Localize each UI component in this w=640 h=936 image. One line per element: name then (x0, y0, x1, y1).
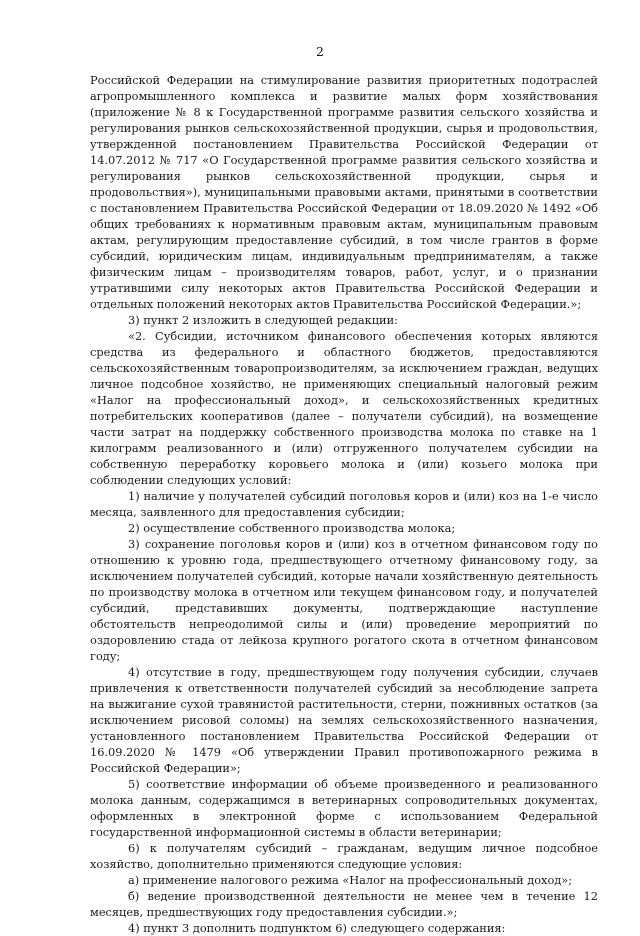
paragraph-condition-5: 5) соответствие информации об объеме произведенного и реализованного молока данным, содержащимся в ветеринарных сопроводительных документах, оформленных в электронной форме с использованием Федеральной государственной информационной системы в области ветеринарии; (90, 777, 598, 839)
paragraph-item-3: 3) пункт 2 изложить в следующей редакции: (128, 313, 398, 327)
paragraph-intro-continuation: Российской Федерации на стимулирование развития приоритетных подотраслей агропромышленного комплекса и развитие малых форм хозяйствования (приложение № 8 к Государственной программе развития сельского хозяйства и регулирования рынков сельскохозяйственной продукции, сырья и продовольствия, утвержденной постановлением Правительства Российской Федерации от 14.07.2012 № 717 «О Государственной программе развития сельского хозяйства и регулирования рынков сельскохозяйственной продукции, сырья и продовольствия»), муниципальными правовыми актами, принятыми в соответствии с постановлением Правительства Российской Федерации от 18.09.2020 № 1492 «Об общих требованиях к нормативным правовым актам, муниципальным правовым актам, регулирующим предоставление субсидий, в том числе грантов в форме субсидий, юридическим лицам, индивидуальным предпринимателям, а также физическим лицам – производителям товаров, работ, услуг, и о признании утратившими силу некоторых актов Правительства Российской Федерации и отдельных положений некоторых актов Правительства Российской Федерации.»; (90, 73, 598, 311)
paragraph-subcondition-a: а) применение налогового режима «Налог на профессиональный доход»; (128, 873, 573, 887)
page-number: 2 (316, 44, 324, 59)
paragraph-condition-3: 3) сохранение поголовья коров и (или) коз в отчетном финансовом году по отношению к уровню года, предшествующего отчетному финансовому году, за исключением получателей субсидий, которые начали хозяйственную деятельность по производству молока в отчетном или текущем финансовом году, и получателей субсидий, представивших документы, подтверждающие наступление обстоятельств непреодолимой силы и (или) проведение мероприятий по оздоровлению стада от лейкоза крупного рогатого скота в отчетном финансовом году; (90, 537, 598, 663)
document-body (90, 72, 598, 936)
paragraph-condition-6: 6) к получателям субсидий – гражданам, ведущим личное подсобное хозяйство, дополнительно применяются следующие условия: (90, 841, 598, 871)
paragraph-condition-2: 2) осуществление собственного производства молока; (128, 521, 456, 535)
paragraph-condition-4: 4) отсутствие в году, предшествующем году получения субсидии, случаев привлечения к ответственности получателей субсидий за несоблюдение запрета на выжигание сухой травянистой растительности, стерни, пожнивных остатков (за исключением рисовой соломы) на землях сельскохозяйственного назначения, установленного постановлением Правительства Российской Федерации от 16.09.2020 № 1479 «Об утверждении Правил противопожарного режима в Российской Федерации»; (90, 665, 598, 775)
paragraph-subcondition-b: б) ведение производственной деятельности не менее чем в течение 12 месяцев, предшествующих году предоставления субсидии.»; (90, 889, 598, 919)
paragraph-item-4: 4) пункт 3 дополнить подпунктом 6) следующего содержания: (128, 921, 506, 935)
paragraph-clause-2: «2. Субсидии, источником финансового обеспечения которых являются средства из федерального и областного бюджетов, предоставляются сельскохозяйственным товаропроизводителям, за исключением граждан, ведущих личное подсобное хозяйство, не применяющих специальный налоговый режим «Налог на профессиональный доход», и сельскохозяйственных кредитных потребительских кооперативов (далее – получатели субсидий), на возмещение части затрат на поддержку собственного производства молока по ставке на 1 килограмм реализованного и (или) отгруженного получателем субсидии на собственную переработку коровьего молока и (или) козьего молока при соблюдении следующих условий: (90, 329, 598, 487)
paragraph-condition-1: 1) наличие у получателей субсидий поголовья коров и (или) коз на 1-е число месяца, заявленного для предоставления субсидии; (90, 489, 598, 519)
